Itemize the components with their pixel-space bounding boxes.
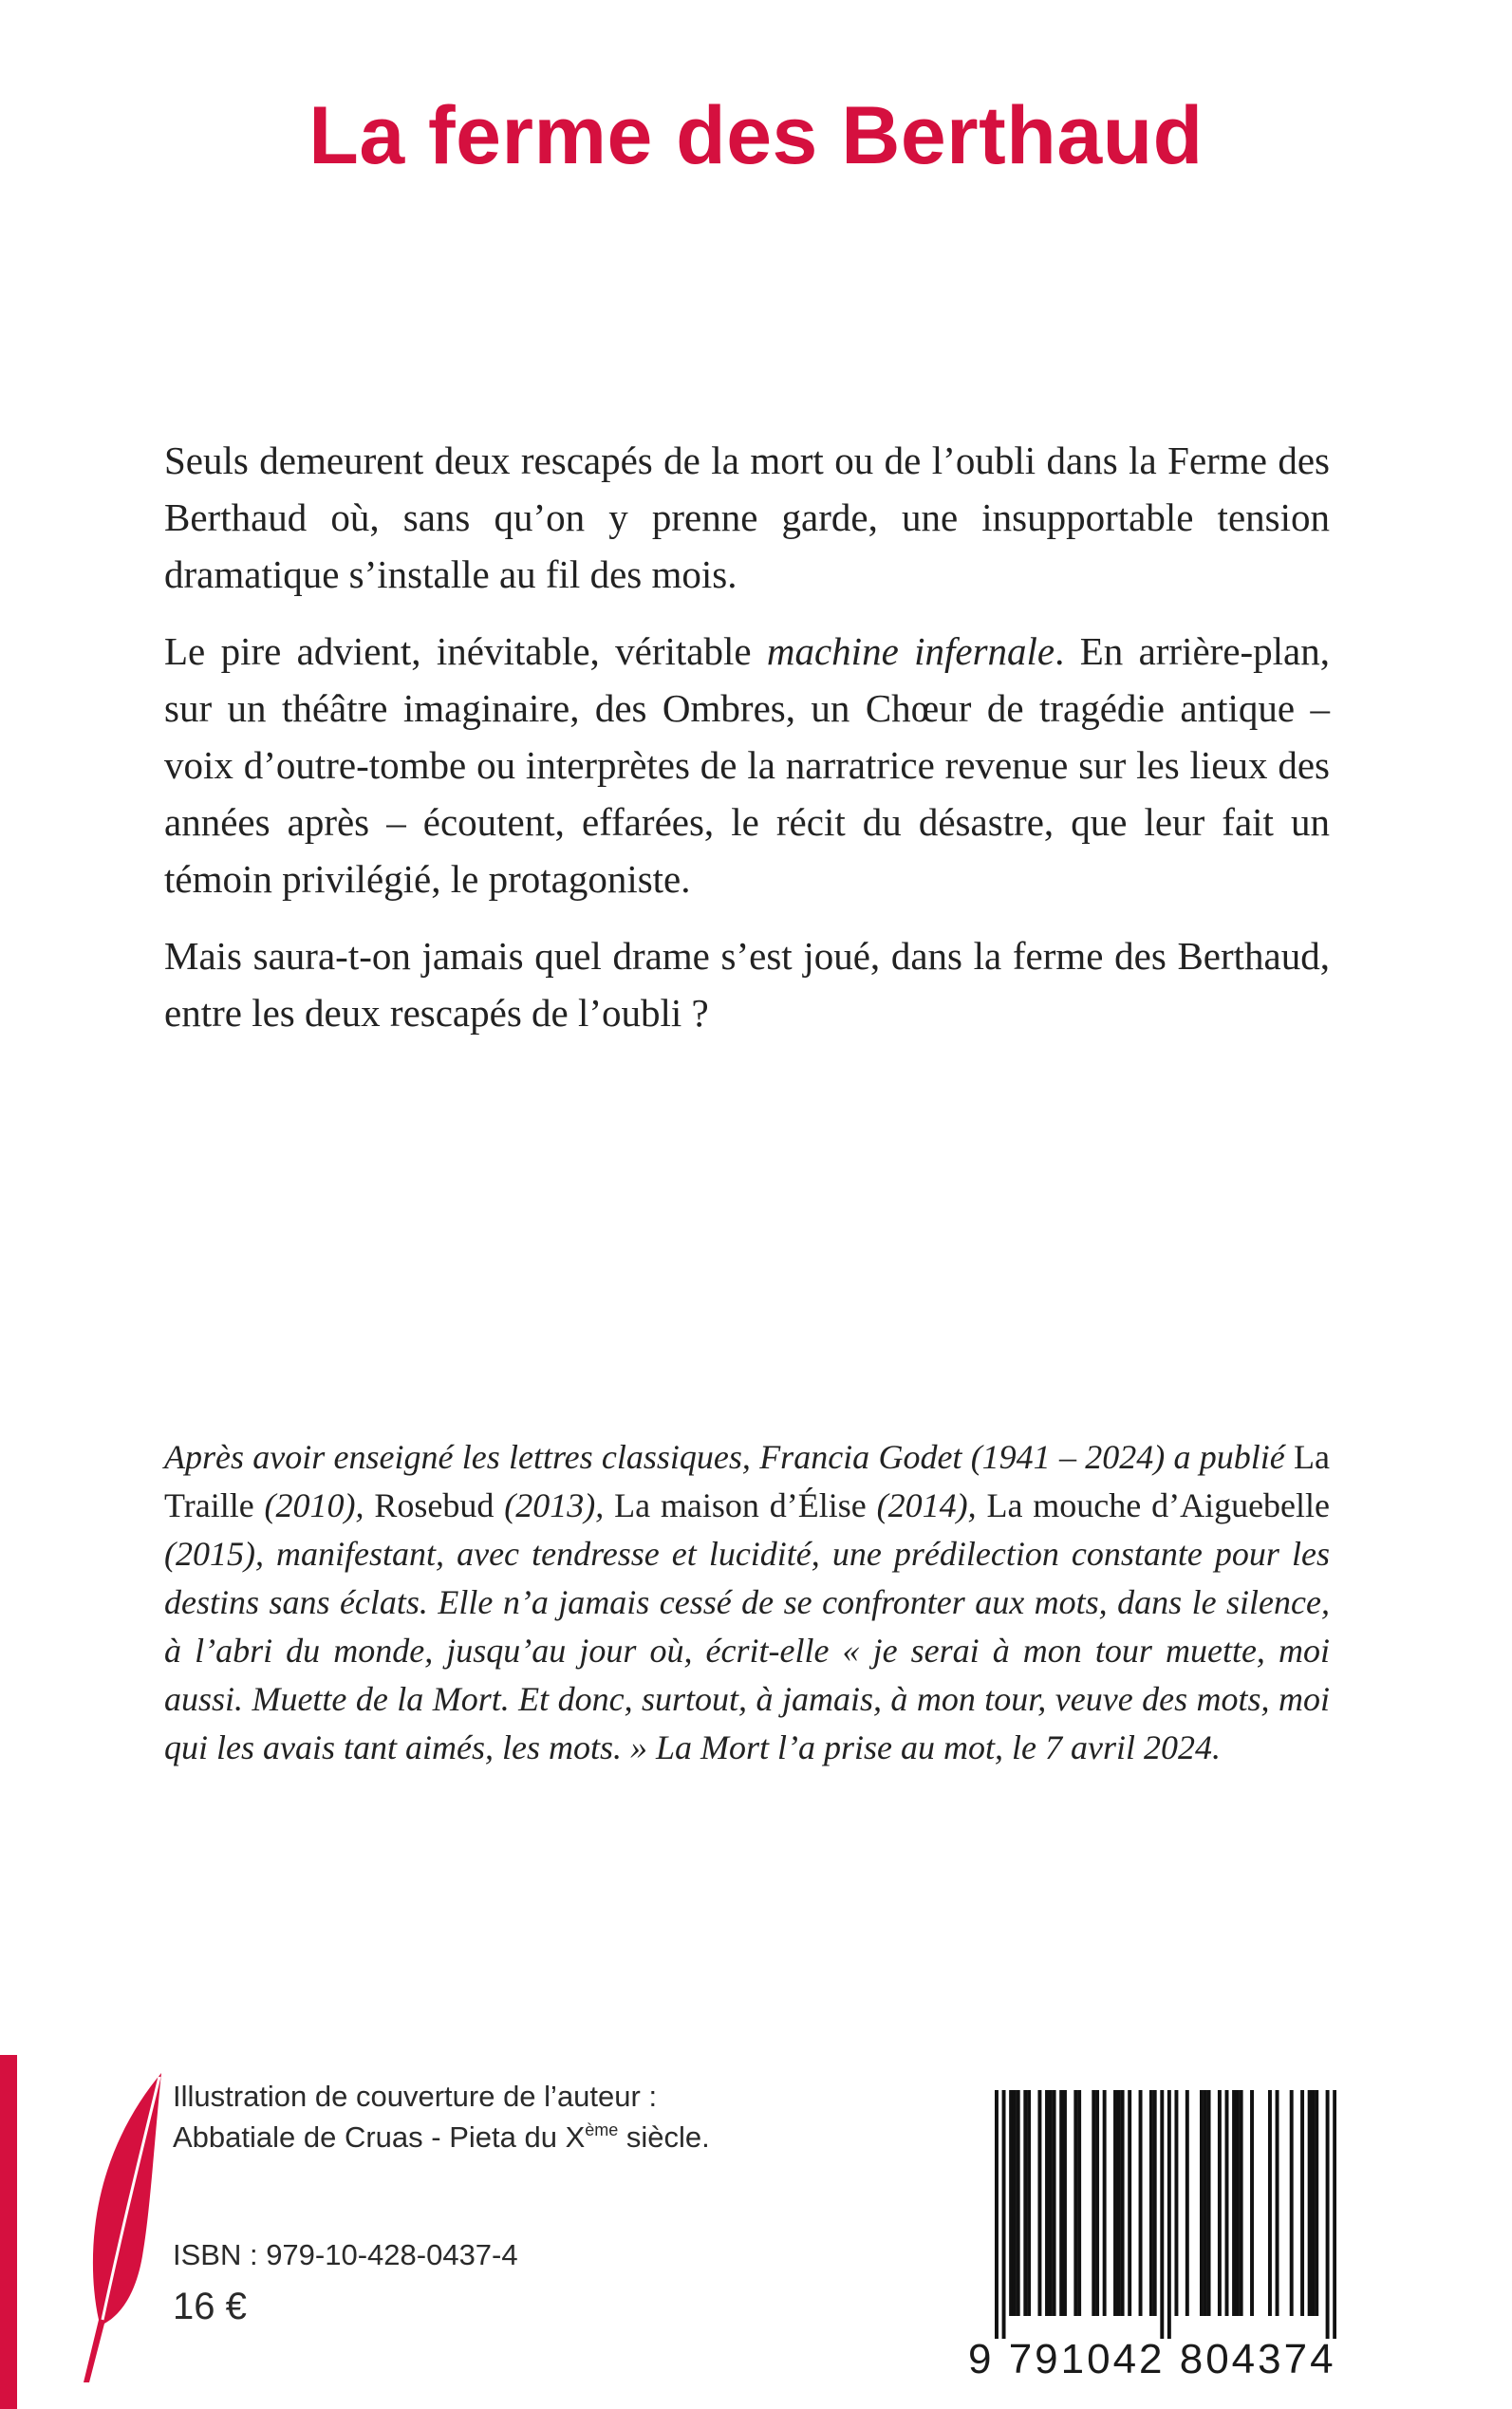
barcode-bar xyxy=(1153,2090,1157,2316)
barcode-bar xyxy=(1027,2090,1031,2316)
price: 16 € xyxy=(173,2286,247,2327)
barcode-bar xyxy=(1185,2090,1189,2316)
bio-year-1: (2010), xyxy=(253,1486,375,1524)
bio-book-4: La mouche d’Aiguebelle xyxy=(986,1486,1331,1524)
isbn: ISBN : 979-10-428-0437-4 xyxy=(173,2238,518,2271)
barcode-bar xyxy=(1073,2090,1077,2316)
bio-year-3: (2014), xyxy=(866,1486,987,1524)
bio-intro: Après avoir enseigné les lettres classiques, Francia Godet (1941 – 2024) a publié xyxy=(164,1438,1295,1476)
barcode xyxy=(968,2079,1335,2392)
credits-line-2-end: siècle. xyxy=(618,2120,710,2154)
barcode-bar xyxy=(1117,2090,1121,2316)
barcode-bar xyxy=(1240,2090,1243,2316)
barcode-digits: 9 791042 804374 xyxy=(968,2336,1336,2382)
barcode-bar xyxy=(1204,2090,1207,2316)
synopsis-p2-end: . En arrière-plan, sur un théâtre imaginaire, des Ombres, un Chœur de tragédie antique – voix d’outre-tombe ou interprètes de la narratrice revenue sur les lieux des années après – écoutent, effarées, le récit du désastre, que leur fait un témoin privilégié, le protagoniste. xyxy=(164,629,1331,901)
barcode-bar xyxy=(1174,2090,1178,2316)
synopsis-paragraph-2 xyxy=(164,623,1330,907)
bio-rest: (2015), manifestant, avec tendresse et lucidité, une prédilection constante pour les destins sans éclats. Elle n’a jamais cessé de se confronter aux mots, dans le silence, à l’abri du monde, jusqu’au jour où, écrit-elle « je serai à mon tour muette, moi aussi. Muette de la Mort. Et donc, surtout, à jamais, à mon tour, veuve des mots, moi qui les avais tant aimés, les mots. » La Mort l’a prise au mot, le 7 avril 2024. xyxy=(164,1535,1330,1766)
synopsis-paragraph-3: Mais saura-t-on jamais quel drame s’est joué, dans la ferme des Berthaud, entre les deux rescapés de l’oubli ? xyxy=(164,934,1330,1035)
barcode-bar xyxy=(1268,2090,1272,2316)
barcode-bar xyxy=(1023,2090,1027,2316)
barcode-bar xyxy=(1077,2090,1081,2316)
barcode-bar xyxy=(1045,2090,1049,2316)
barcode-bar xyxy=(1308,2090,1312,2316)
credits-line-2-text: Abbatiale de Cruas - Pieta du X xyxy=(173,2120,586,2154)
feather-icon xyxy=(74,2071,165,2384)
cover-credits xyxy=(173,2076,710,2157)
barcode-bar xyxy=(1053,2090,1056,2316)
bio-year-2: (2013), xyxy=(494,1486,615,1524)
barcode-bar xyxy=(1037,2090,1041,2316)
barcode-bar xyxy=(1103,2090,1107,2316)
barcode-bar xyxy=(1315,2090,1318,2316)
barcode-bar xyxy=(1218,2090,1222,2316)
barcode-bar xyxy=(1113,2090,1117,2316)
barcode-bar xyxy=(1167,2090,1171,2339)
barcode-bar xyxy=(1059,2090,1063,2316)
barcode-bar xyxy=(1121,2090,1125,2316)
barcode-bar xyxy=(1250,2090,1254,2316)
author-bio xyxy=(164,1433,1330,1772)
barcode-bar xyxy=(1207,2090,1211,2316)
barcode-bar xyxy=(1095,2090,1099,2316)
barcode-bar xyxy=(1311,2090,1315,2316)
barcode-bar xyxy=(1063,2090,1067,2316)
credits-superscript: ème xyxy=(585,2120,619,2139)
synopsis-p2-emphasis: machine infernale xyxy=(766,629,1055,673)
barcode-bar xyxy=(1128,2090,1131,2316)
barcode-bar xyxy=(1300,2090,1304,2316)
barcode-bar xyxy=(1326,2090,1330,2339)
accent-side-bar xyxy=(0,2055,17,2409)
barcode-bar xyxy=(1139,2090,1143,2316)
credits-line-1: Illustration de couverture de l’auteur : xyxy=(173,2080,658,2113)
bio-book-2: Rosebud xyxy=(374,1486,495,1524)
credits-line-2 xyxy=(173,2117,710,2157)
barcode-bars xyxy=(995,2090,1336,2339)
barcode-bar xyxy=(1092,2090,1095,2316)
barcode-bar xyxy=(1236,2090,1240,2316)
barcode-bar xyxy=(1017,2090,1020,2316)
synopsis xyxy=(164,432,1330,1061)
barcode-bar xyxy=(1049,2090,1053,2316)
barcode-bar xyxy=(1200,2090,1204,2316)
barcode-bar xyxy=(1232,2090,1236,2316)
synopsis-paragraph-1: Seuls demeurent deux rescapés de la mort ou de l’oubli dans la Ferme des Berthaud où, sans qu’on y prenne garde, une insupportable tension dramatique s’installe au fil des mois. xyxy=(164,439,1330,596)
barcode-bar xyxy=(1333,2090,1336,2339)
bio-book-3: La maison d’Élise xyxy=(614,1486,867,1524)
barcode-bar xyxy=(1276,2090,1279,2316)
barcode-bar xyxy=(1290,2090,1294,2316)
barcode-bar xyxy=(995,2090,999,2339)
barcode-bar xyxy=(1013,2090,1017,2316)
barcode-bar xyxy=(1009,2090,1013,2316)
barcode-bar xyxy=(1225,2090,1229,2316)
book-title: La ferme des Berthaud xyxy=(308,90,1204,181)
barcode-bar xyxy=(1160,2090,1164,2339)
bio-book-1: La Traille xyxy=(164,1438,1330,1524)
synopsis-p2-start: Le pire advient, inévitable, véritable xyxy=(164,629,767,673)
barcode-bar xyxy=(1149,2090,1153,2316)
barcode-bar xyxy=(1002,2090,1006,2339)
